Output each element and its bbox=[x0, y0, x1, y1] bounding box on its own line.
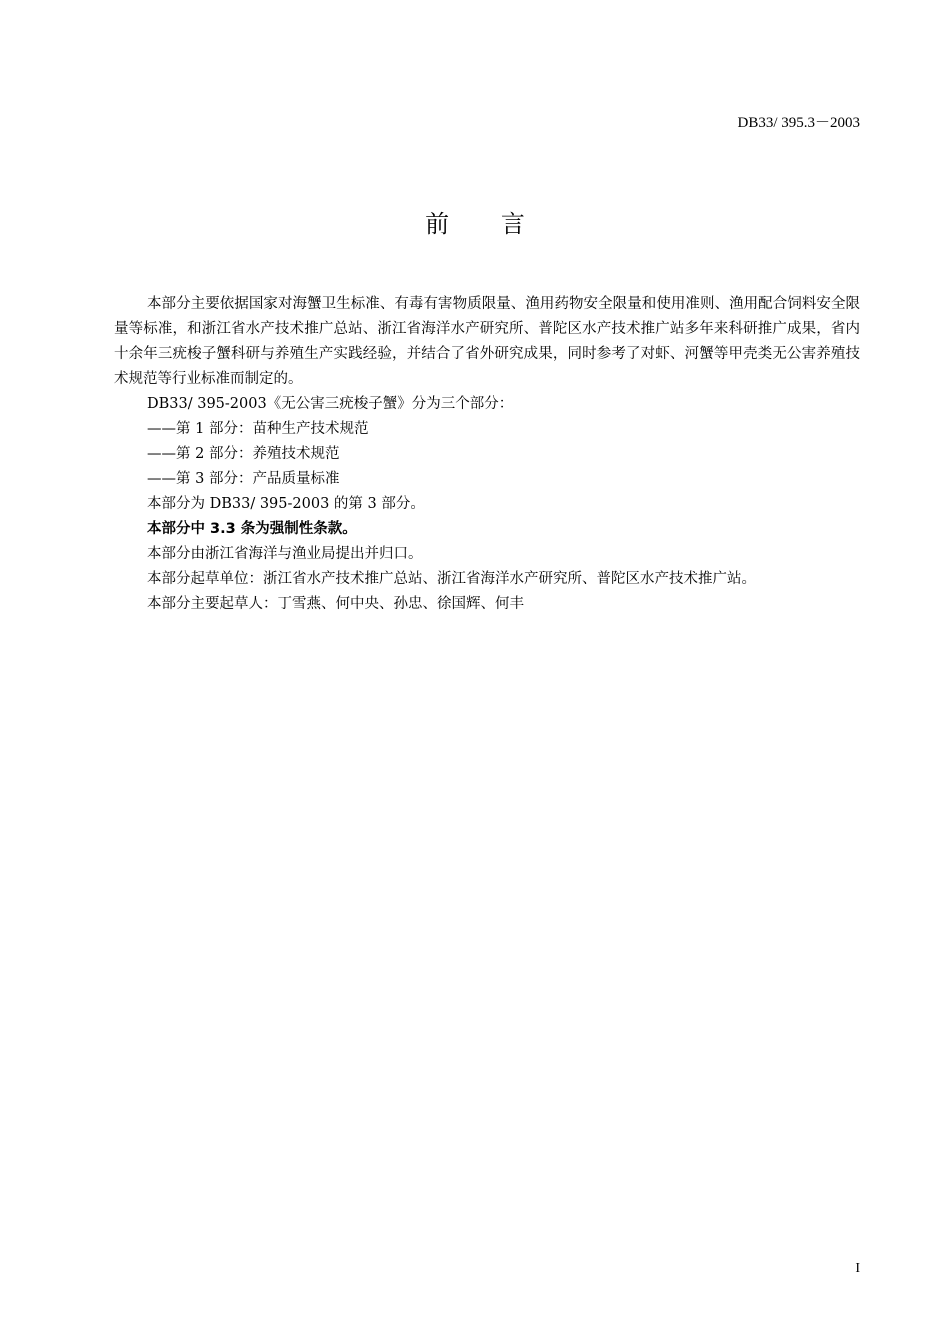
foreword-body bbox=[114, 292, 860, 617]
drafters: 本部分主要起草人：丁雪燕、何中央、孙忠、徐国辉、何丰 bbox=[147, 596, 524, 612]
this-part-statement: 本部分为 DB33/ 395-2003 的第 3 部分。 bbox=[147, 496, 425, 512]
drafting-units: 本部分起草单位：浙江省水产技术推广总站、浙江省海洋水产研究所、普陀区水产技术推广站。 bbox=[147, 571, 756, 587]
page-number: I bbox=[855, 1261, 860, 1276]
parts-intro: DB33/ 395-2003《无公害三疣梭子蟹》分为三个部分： bbox=[147, 396, 514, 412]
foreword-paragraph: 本部分主要依据国家对海蟹卫生标准、有毒有害物质限量、渔用药物安全限量和使用准则、渔用配合饲料安全限量等标准，和浙江省水产技术推广总站、浙江省海洋水产研究所、普陀区水产技术推广站多年来科研推广成果，省内十余年三疣梭子蟹科研与养殖生产实践经验，并结合了省外研究成果，同时参考了对虾、河蟹等甲壳类无公害养殖技术规范等行业标准而制定的。 bbox=[114, 296, 860, 387]
page-title bbox=[0, 206, 950, 242]
part-item-2: ——第 2 部分：养殖技术规范 bbox=[147, 446, 340, 462]
part-item-1: ——第 1 部分：苗种生产技术规范 bbox=[147, 421, 369, 437]
title-char-2: 言 bbox=[500, 210, 525, 238]
mandatory-clause: 本部分中 3.3 条为强制性条款。 bbox=[147, 521, 357, 537]
proposed-by: 本部分由浙江省海洋与渔业局提出并归口。 bbox=[147, 546, 423, 562]
part-item-3: ——第 3 部分：产品质量标准 bbox=[147, 471, 340, 487]
document-code: DB33/ 395.3－2003 bbox=[737, 115, 860, 131]
title-char-1: 前 bbox=[425, 210, 450, 238]
